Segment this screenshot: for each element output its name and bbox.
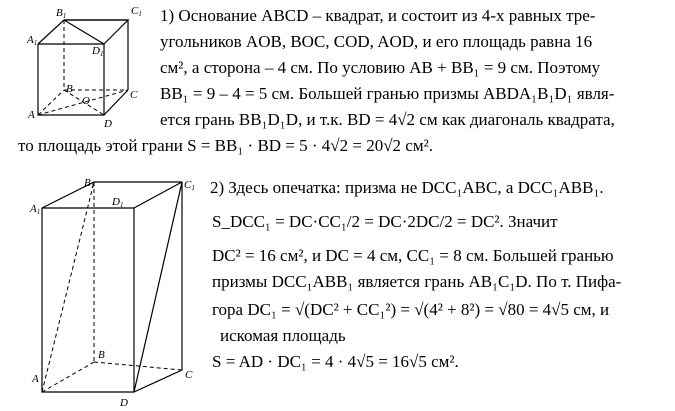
fig1-label-d1: D1 <box>92 45 104 58</box>
fig1-label-b: B <box>66 83 73 95</box>
fig1-label-c: C <box>130 89 138 101</box>
fig1-label-a1: A1 <box>27 34 38 47</box>
fig1-label-c1: C1 <box>131 5 142 18</box>
fig2-label-d1: D1 <box>112 196 124 209</box>
fig2-label-c: C <box>185 369 193 381</box>
p2-line-4: призмы DCC₁ABB₁ является грань AB₁C₁D. По т. Пифа- <box>212 272 622 291</box>
fig2-label-b1: B1 <box>84 177 95 190</box>
fig2-label-d: D <box>120 397 128 409</box>
p2-line-6: искомая площадь <box>220 326 346 345</box>
p2-line-1: 2) Здесь опечатка: призма не DCC₁ABC, а DCC₁ABB₁. <box>210 178 604 197</box>
fig1-label-a: A <box>28 109 35 121</box>
p1-line-3: см², а сторона – 4 см. По условию AB + BB₁ = 9 см. Поэтому <box>160 58 601 77</box>
p1-line-5: ется грань BB₁D₁D, и т.к. BD = 4√2 см как диагональ квадрата, <box>160 110 615 129</box>
p1-line-2: угольников AOB, BOC, COD, AOD, и его площадь равна 16 <box>160 32 593 51</box>
p2-line-2: S_DCC₁ = DC·CC₁/2 = DC·2DC/2 = DC². Значит <box>212 212 558 231</box>
p2-line-7: S = AD · DC₁ = 4 · 4√5 = 16√5 см². <box>212 352 459 371</box>
p1-line-6: то площадь этой грани S = BB₁ · BD = 5 · 4√2 = 20√2 см². <box>18 136 433 155</box>
fig2-label-c1: C1 <box>184 179 195 192</box>
fig1-label-b1: B1 <box>56 7 67 20</box>
p1-line-4: BB₁ = 9 – 4 = 5 см. Большей гранью призмы ABDA₁B₁D₁ явля- <box>160 84 615 103</box>
p2-line-5: гора DC₁ = √(DC² + CC₁²) = √(4² + 8²) = √80 = 4√5 см, и <box>212 300 610 319</box>
p2-line-3: DC² = 16 см², и DC = 4 см, CC₁ = 8 см. Большей гранью <box>212 246 614 265</box>
fig2-label-a: A <box>32 373 39 385</box>
fig2-label-b: B <box>98 349 105 361</box>
fig2-label-a1: A1 <box>30 203 41 216</box>
fig1-label-d: D <box>104 118 112 130</box>
fig1-label-o: O <box>82 95 90 107</box>
p1-line-1: 1) Основание ABCD – квадрат, и состоит из 4-х равных тре- <box>160 6 596 25</box>
